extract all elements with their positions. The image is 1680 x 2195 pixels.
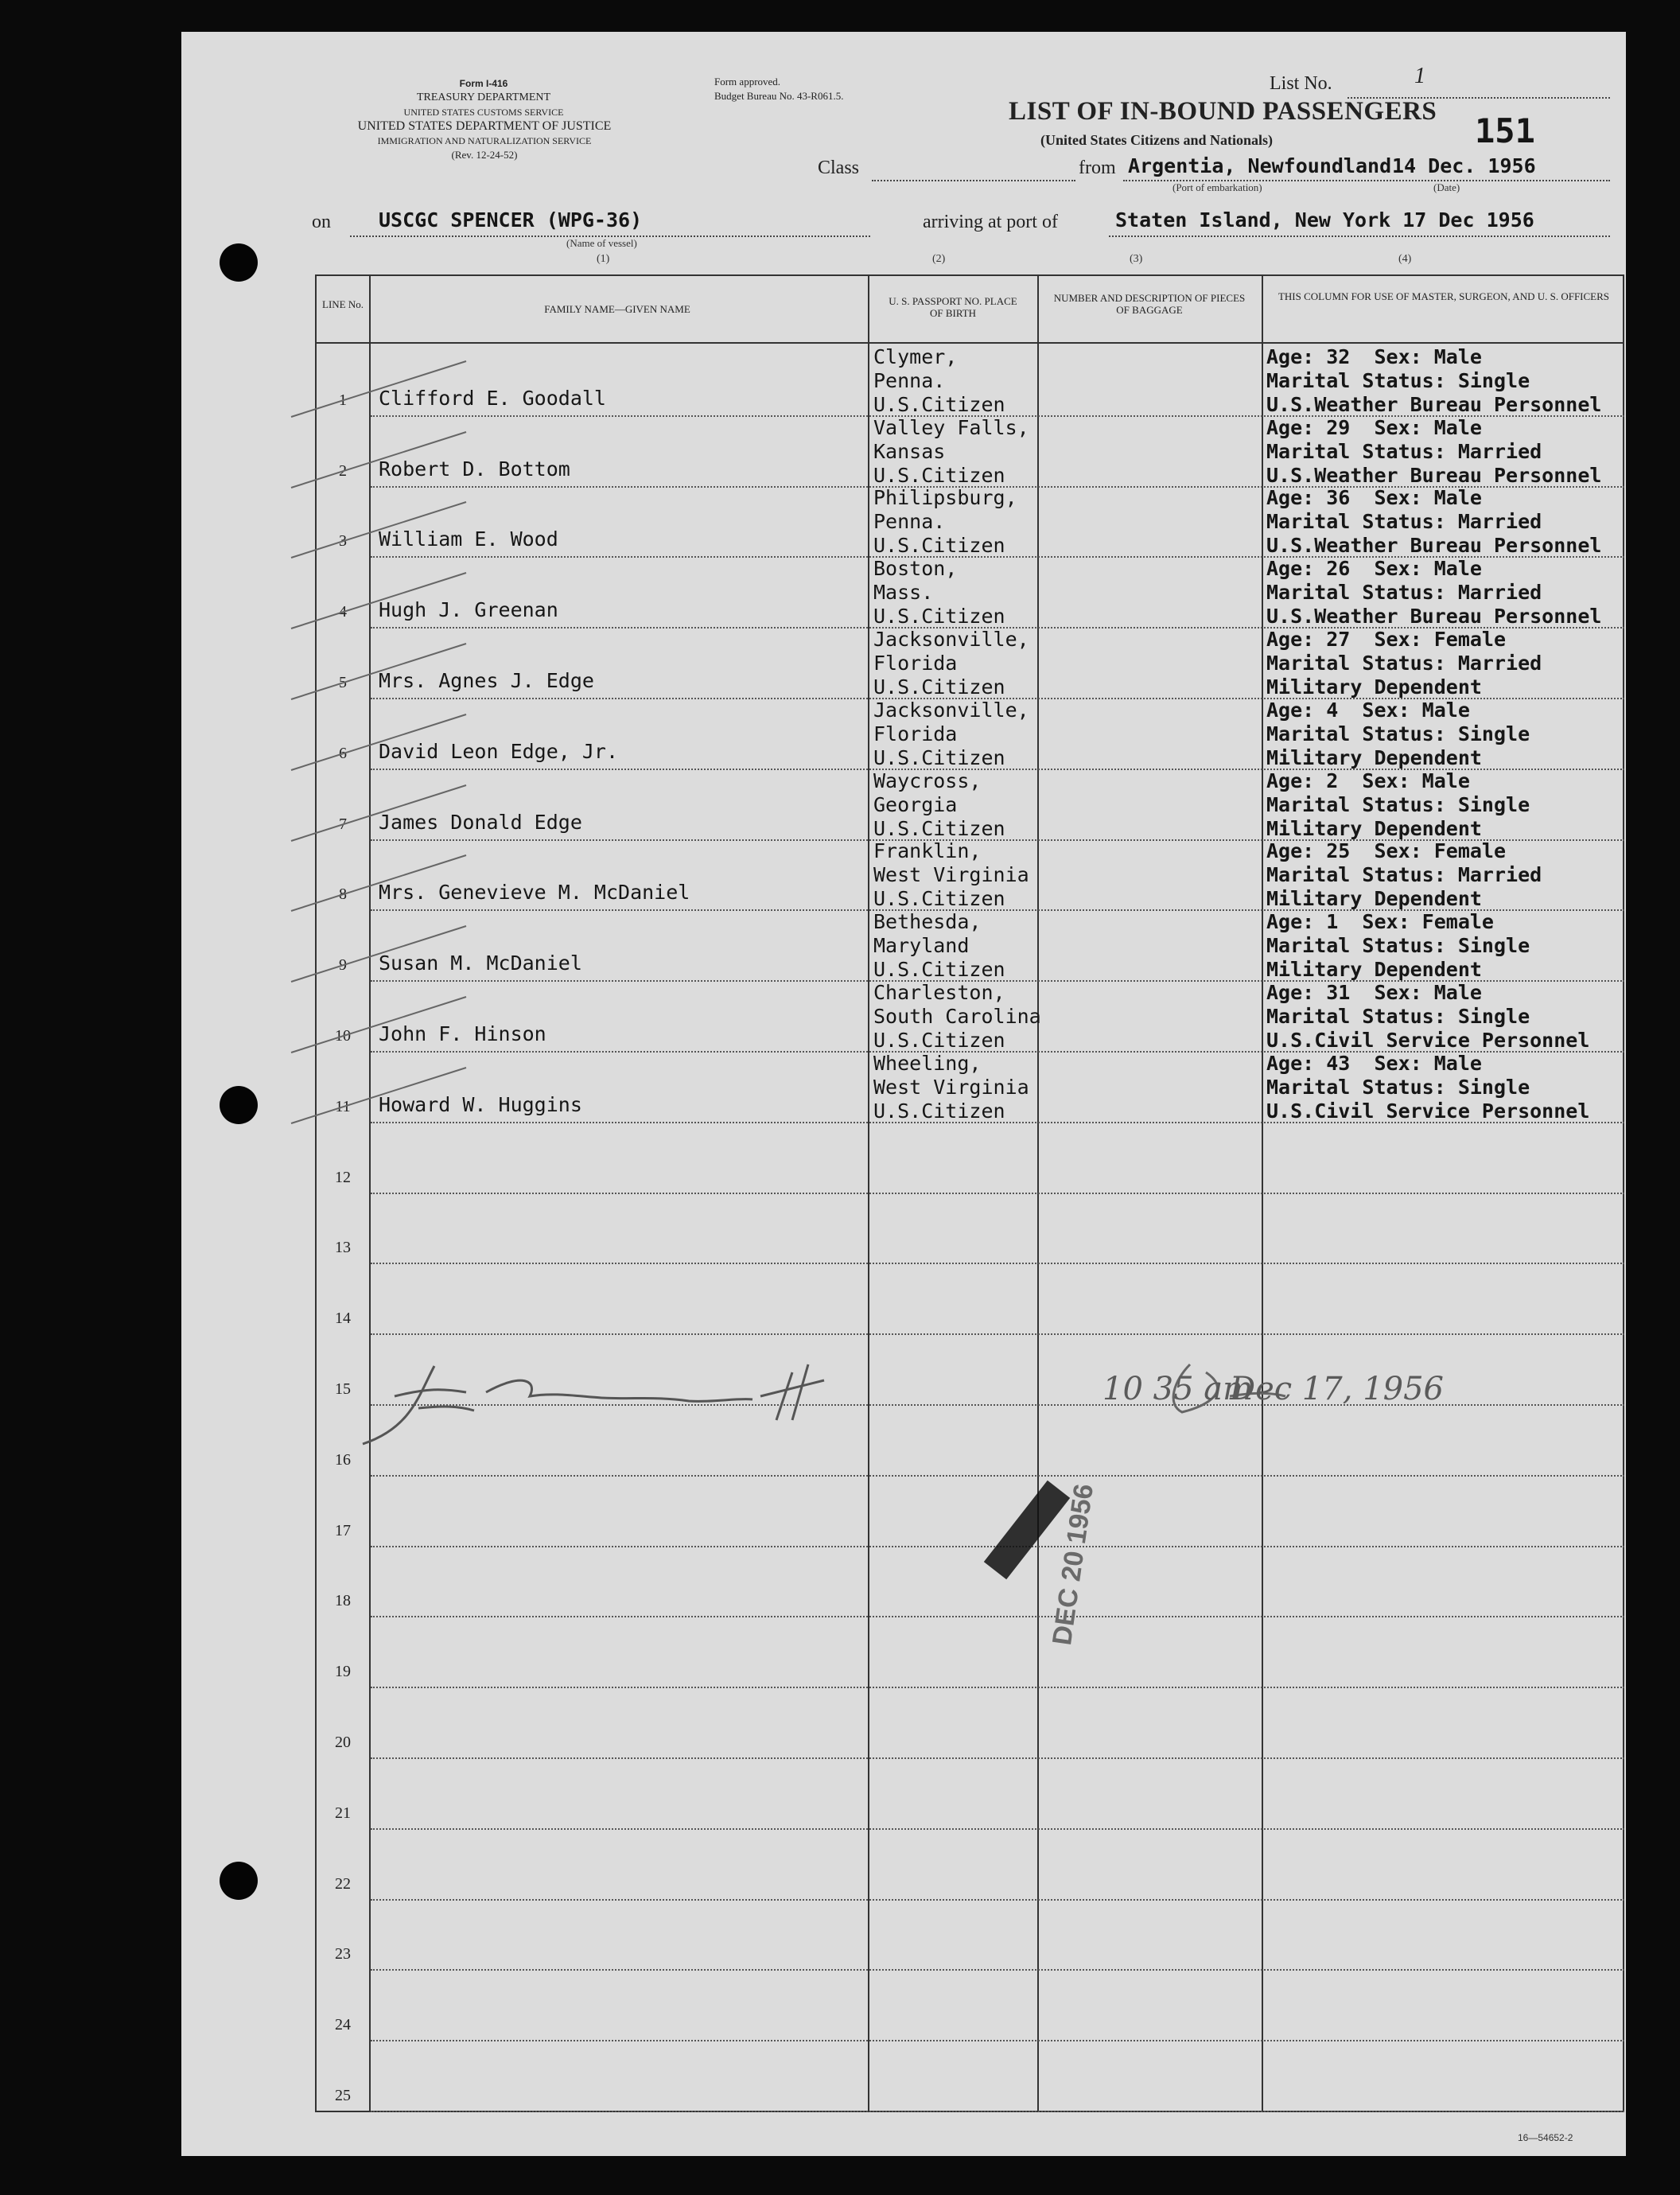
col-header-name: FAMILY NAME—GIVEN NAME <box>544 303 690 315</box>
row-rule <box>371 1263 1624 1264</box>
passenger-details: Age: 2 Sex: Male Marital Status: Single Military Dependent <box>1266 769 1530 840</box>
passenger-name: John F. Hinson <box>379 1022 546 1045</box>
vessel-name: USCGC SPENCER (WPG-36) <box>379 208 643 232</box>
page-number: 151 <box>1475 111 1535 150</box>
passenger-birthplace: Charleston, South Carolina U.S.Citizen <box>873 981 1041 1052</box>
list-no-value: 1 <box>1414 64 1425 88</box>
row-rule <box>371 1828 1624 1830</box>
line-number: 10 <box>335 1027 351 1045</box>
row-rule <box>371 1757 1624 1759</box>
table-top-rule <box>315 274 1624 276</box>
check-mark <box>283 565 490 636</box>
line-number: 7 <box>339 815 347 833</box>
row-rule <box>371 1333 1624 1335</box>
vessel-caption: (Name of vessel) <box>566 237 637 249</box>
form-title: LIST OF IN-BOUND PASSENGERS <box>1009 97 1437 126</box>
row-rule <box>371 1616 1624 1617</box>
check-mark <box>283 494 490 566</box>
passenger-birthplace: Waycross, Georgia U.S.Citizen <box>873 769 1005 840</box>
binder-hole-middle <box>220 1086 258 1124</box>
form-number: Form I-416 <box>459 78 508 89</box>
arrival-rule <box>1109 235 1610 237</box>
passenger-birthplace: Jacksonville, Florida U.S.Citizen <box>873 698 1029 769</box>
form-approved: Form approved. <box>714 76 781 88</box>
passenger-birthplace: Bethesda, Maryland U.S.Citizen <box>873 910 1005 982</box>
col-header-officers: THIS COLUMN FOR USE OF MASTER, SURGEON, AND U. S. OFFICERS <box>1278 290 1610 302</box>
table-header-rule <box>315 342 1624 344</box>
handwritten-date: Dec 17, 1956 <box>1230 1371 1444 1407</box>
line-number: 25 <box>335 2087 351 2104</box>
passenger-table <box>315 274 1624 2112</box>
line-number: 22 <box>335 1874 351 1893</box>
customs-service: UNITED STATES CUSTOMS SERVICE <box>403 107 564 118</box>
passenger-details: Age: 31 Sex: Male Marital Status: Single U.S.Civil Service Personnel <box>1266 981 1590 1052</box>
check-mark <box>283 1060 490 1131</box>
line-number: 19 <box>335 1663 351 1681</box>
passenger-birthplace: Wheeling, West Virginia U.S.Citizen <box>873 1051 1029 1123</box>
handwritten-time: 10 35 am <box>1102 1371 1254 1407</box>
treasury-department: TREASURY DEPARTMENT <box>416 91 551 103</box>
col-header-baggage: NUMBER AND DESCRIPTION OF PIECES OF BAGGAGE <box>1053 292 1246 316</box>
check-mark <box>283 424 490 496</box>
date-caption: (Date) <box>1433 181 1460 193</box>
line-number: 14 <box>335 1310 351 1328</box>
check-mark <box>283 989 490 1061</box>
line-number: 9 <box>339 956 347 975</box>
col-header-passport: U. S. PASSPORT NO. PLACE OF BIRTH <box>889 295 1017 319</box>
on-label: on <box>312 212 331 232</box>
line-number: 16 <box>335 1450 351 1469</box>
passenger-name: Mrs. Genevieve M. McDaniel <box>379 881 690 905</box>
passenger-details: Age: 1 Sex: Female Marital Status: Single Military Dependent <box>1266 910 1530 982</box>
line-number: 17 <box>335 1521 351 1539</box>
check-mark <box>283 353 490 425</box>
class-label: Class <box>818 158 860 178</box>
line-number: 5 <box>339 674 347 691</box>
passenger-birthplace: Philipsburg, Penna. U.S.Citizen <box>873 486 1017 558</box>
port-of-embarkation: Argentia, Newfoundland <box>1128 154 1392 177</box>
passenger-birthplace: Jacksonville, Florida U.S.Citizen <box>873 628 1029 699</box>
row-rule <box>371 1193 1624 1194</box>
departure-date: 14 Dec. 1956 <box>1392 154 1536 177</box>
passenger-name: Robert D. Bottom <box>379 457 570 481</box>
passenger-name: Clifford E. Goodall <box>379 386 606 410</box>
binder-hole-top <box>220 243 258 282</box>
line-number: 12 <box>335 1168 351 1186</box>
ins-name: IMMIGRATION AND NATURALIZATION SERVICE <box>377 135 592 146</box>
budget-bureau: Budget Bureau No. 43-R061.5. <box>714 90 844 102</box>
colnum-4: (4) <box>1398 253 1412 265</box>
line-number: 15 <box>335 1380 351 1398</box>
port-caption: (Port of embarkation) <box>1172 181 1262 193</box>
passenger-birthplace: Boston, Mass. U.S.Citizen <box>873 557 1005 629</box>
check-mark <box>283 706 490 778</box>
check-mark <box>283 847 490 919</box>
passenger-details: Age: 25 Sex: Female Marital Status: Married Military Dependent <box>1266 839 1542 911</box>
colnum-2: (2) <box>932 253 946 265</box>
check-mark <box>283 777 490 849</box>
list-no-label: List No. <box>1270 73 1332 94</box>
row-rule <box>371 1687 1624 1688</box>
class-rule <box>872 180 1075 181</box>
form-footer-code: 16—54652-2 <box>1518 2132 1573 2143</box>
passenger-details: Age: 32 Sex: Male Marital Status: Single U.S.Weather Bureau Personnel <box>1266 344 1602 416</box>
binder-hole-bottom <box>220 1862 258 1900</box>
line-number: 23 <box>335 1945 351 1963</box>
passenger-name: Mrs. Agnes J. Edge <box>379 669 594 692</box>
passenger-details: Age: 27 Sex: Female Marital Status: Married Military Dependent <box>1266 628 1542 699</box>
approval-block <box>714 75 897 103</box>
line-number: 18 <box>335 1592 351 1610</box>
passenger-details: Age: 29 Sex: Male Marital Status: Married U.S.Weather Bureau Personnel <box>1266 415 1602 487</box>
line-number: 24 <box>335 2016 351 2034</box>
line-number: 6 <box>339 744 347 762</box>
row-rule <box>371 1899 1624 1901</box>
line-number: 8 <box>339 885 347 904</box>
passenger-details: Age: 4 Sex: Male Marital Status: Single Military Dependent <box>1266 698 1530 769</box>
line-number: 2 <box>339 461 347 480</box>
colnum-1: (1) <box>597 253 610 265</box>
line-number: 21 <box>335 1804 351 1822</box>
line-number: 4 <box>339 603 347 621</box>
passenger-name: David Leon Edge, Jr. <box>379 739 619 763</box>
passenger-details: Age: 36 Sex: Male Marital Status: Married U.S.Weather Bureau Personnel <box>1266 486 1602 558</box>
passenger-name: Howard W. Huggins <box>379 1092 582 1116</box>
form-subtitle: (United States Citizens and Nationals) <box>1040 132 1274 148</box>
check-mark <box>283 636 490 707</box>
doj-block <box>305 119 663 162</box>
col-header-line-no: LINE No. <box>322 298 364 310</box>
arriving-label: arriving at port of <box>923 212 1058 232</box>
form-id-block <box>340 76 627 119</box>
from-label: from <box>1079 158 1116 178</box>
row-rule <box>371 2111 1624 2112</box>
passenger-details: Age: 43 Sex: Male Marital Status: Single U.S.Civil Service Personnel <box>1266 1051 1590 1123</box>
passenger-name: Hugh J. Greenan <box>379 598 558 622</box>
line-number: 3 <box>339 532 347 551</box>
passenger-details: Age: 26 Sex: Male Marital Status: Married U.S.Weather Bureau Personnel <box>1266 557 1602 629</box>
doj-name: UNITED STATES DEPARTMENT OF JUSTICE <box>357 119 612 133</box>
arrival-port: Staten Island, New York 17 Dec 1956 <box>1115 208 1534 232</box>
line-number: 1 <box>339 391 347 409</box>
line-number: 20 <box>335 1734 351 1751</box>
stamp-text: DEC 20 1956 <box>1047 1481 1100 1648</box>
passenger-name: William E. Wood <box>379 527 558 551</box>
line-number: 13 <box>335 1239 351 1257</box>
row-rule <box>371 1969 1624 1971</box>
row-rule <box>371 2040 1624 2041</box>
passenger-name: James Donald Edge <box>379 810 582 834</box>
passenger-name: Susan M. McDaniel <box>379 952 582 975</box>
passenger-birthplace: Clymer, Penna. U.S.Citizen <box>873 344 1005 416</box>
passenger-birthplace: Valley Falls, Kansas U.S.Citizen <box>873 415 1029 487</box>
line-number: 11 <box>335 1097 351 1115</box>
check-mark <box>283 918 490 990</box>
colnum-3: (3) <box>1130 253 1143 265</box>
passenger-birthplace: Franklin, West Virginia U.S.Citizen <box>873 839 1029 911</box>
form-revision: (Rev. 12-24-52) <box>451 149 518 161</box>
